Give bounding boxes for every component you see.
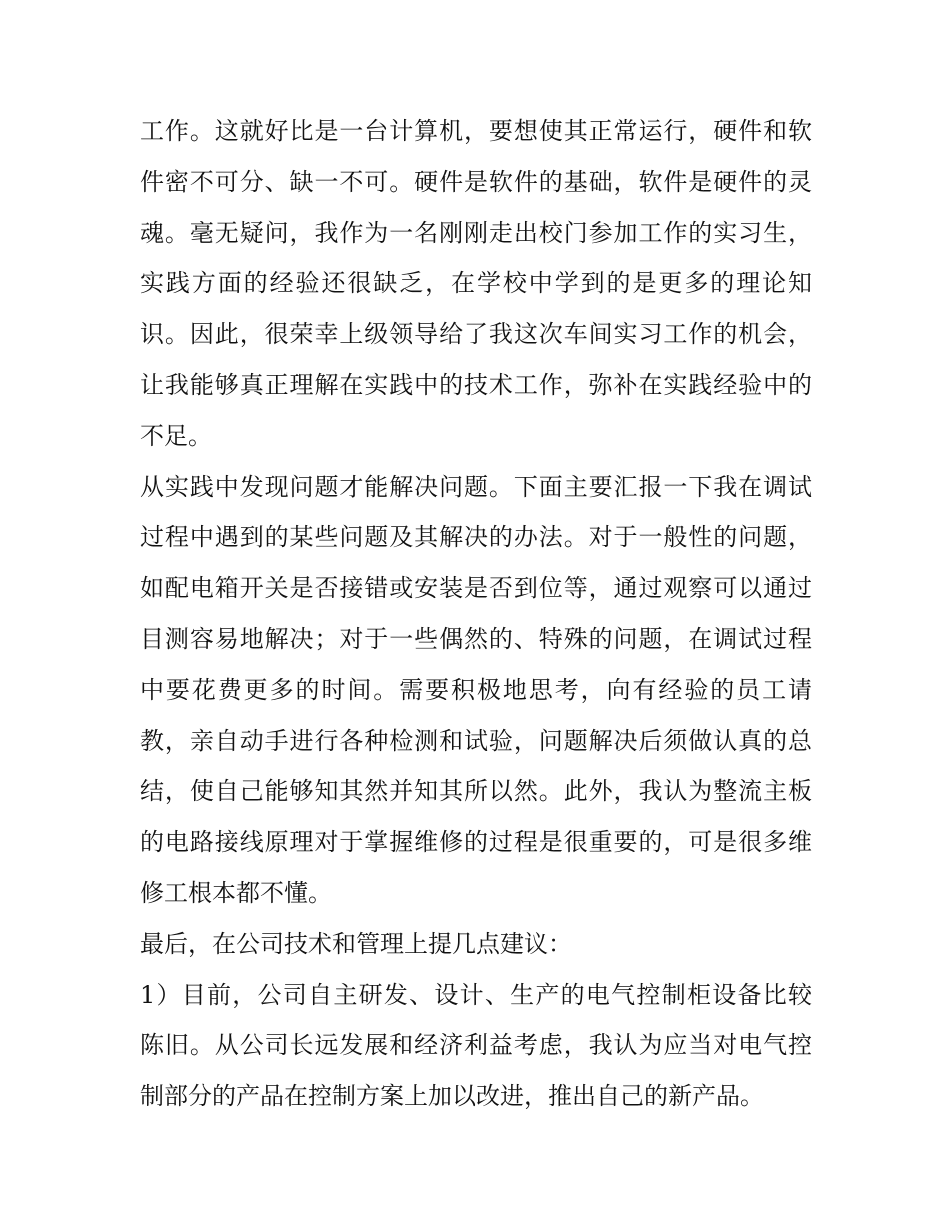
text-line: 最后，在公司技术和管理上提几点建议： (140, 929, 572, 958)
paragraph-work-analogy (140, 106, 812, 462)
text-line: 的电路接线原理对于掌握维修的过程是很重要的，可是很多维 (140, 828, 812, 857)
text-line: 制部分的产品在控制方案上加以改进，推出自己的新产品。 (140, 1082, 764, 1111)
text-line: 实践方面的经验还很缺乏，在学校中学到的是更多的理论知 (140, 269, 812, 298)
paragraph-suggestion-1 (140, 970, 812, 1122)
document-body (140, 106, 812, 1122)
text-line: 过程中遇到的某些问题及其解决的办法。对于一般性的问题， (140, 523, 812, 552)
text-line: 结，使自己能够知其然并知其所以然。此外，我认为整流主板 (140, 777, 812, 806)
text-line: 修工根本都不懂。 (140, 878, 332, 907)
text-line: 不足。 (140, 421, 212, 450)
text-line: 陈旧。从公司长远发展和经济利益考虑，我认为应当对电气控 (140, 1031, 812, 1060)
text-line: 件密不可分、缺一不可。硬件是软件的基础，软件是硬件的灵 (140, 167, 812, 196)
text-line: 工作。这就好比是一台计算机，要想使其正常运行，硬件和软 (140, 117, 812, 145)
text-line: 目测容易地解决；对于一些偶然的、特殊的问题，在调试过程 (140, 624, 812, 653)
text-line: 让我能够真正理解在实践中的技术工作，弥补在实践经验中的 (140, 370, 812, 399)
text-line: 从实践中发现问题才能解决问题。下面主要汇报一下我在调试 (140, 472, 812, 501)
paragraph-problem-solving (140, 462, 812, 919)
text-line: 识。因此，很荣幸上级领导给了我这次车间实习工作的机会， (140, 320, 812, 349)
text-line: 1）目前，公司自主研发、设计、生产的电气控制柜设备比较 (140, 980, 812, 1009)
text-line: 魂。毫无疑问，我作为一名刚刚走出校门参加工作的实习生， (140, 218, 812, 247)
text-line: 教，亲自动手进行各种检测和试验，问题解决后须做认真的总 (140, 726, 812, 755)
text-line: 如配电箱开关是否接错或安装是否到位等，通过观察可以通过 (140, 574, 812, 603)
text-line: 中要花费更多的时间。需要积极地思考，向有经验的员工请 (140, 675, 812, 704)
paragraph-suggestions-intro (140, 919, 812, 970)
